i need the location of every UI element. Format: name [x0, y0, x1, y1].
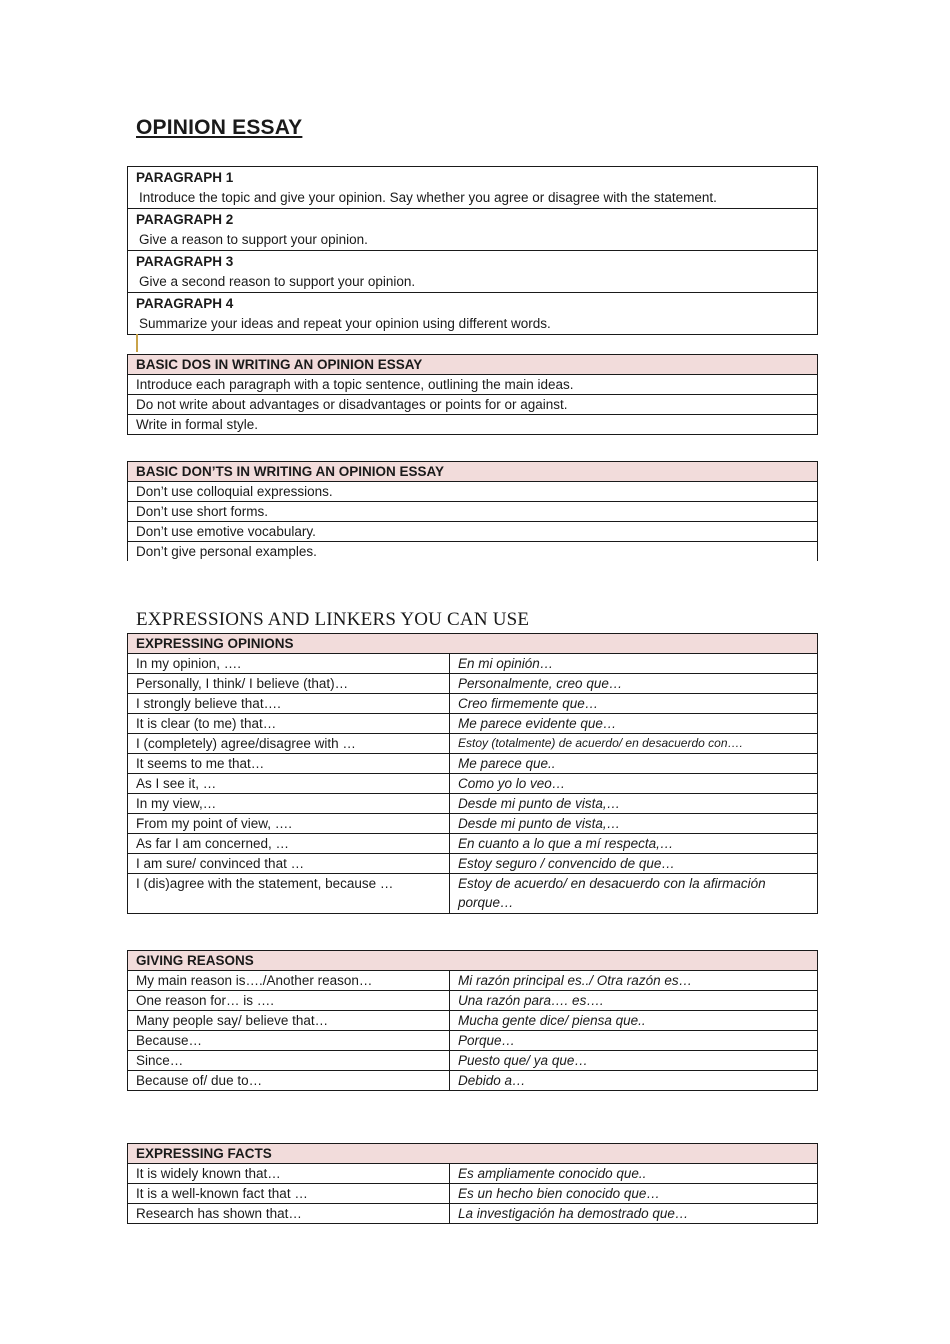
table-header-row	[128, 462, 818, 482]
english-expression: It is clear (to me) that…	[128, 714, 450, 734]
table-row	[128, 654, 818, 674]
english-expression: In my opinion, ….	[128, 654, 450, 674]
paragraph-description: Give a reason to support your opinion.	[139, 232, 368, 247]
english-expression: Because of/ due to…	[128, 1071, 450, 1091]
english-expression: From my point of view, ….	[128, 814, 450, 834]
spanish-translation: Creo firmemente que…	[450, 694, 818, 714]
english-expression: It is a well-known fact that …	[128, 1184, 450, 1204]
spanish-translation: Mi razón principal es../ Otra razón es…	[450, 971, 818, 991]
expressing-opinions-table	[127, 633, 818, 914]
spanish-translation: La investigación ha demostrado que…	[450, 1204, 818, 1224]
spanish-translation: Estoy de acuerdo/ en desacuerdo con la afirmación porque…	[450, 874, 818, 914]
spanish-translation: Es un hecho bien conocido que…	[450, 1184, 818, 1204]
text-cursor	[136, 334, 138, 352]
table-row	[128, 293, 818, 335]
section-heading: EXPRESSING FACTS	[128, 1144, 818, 1164]
spanish-translation: Me parece que..	[450, 754, 818, 774]
english-expression: I strongly believe that….	[128, 694, 450, 714]
table-row	[128, 209, 818, 251]
expressing-facts-table	[127, 1143, 818, 1224]
table-row	[128, 874, 818, 914]
table-row	[128, 482, 818, 502]
donts-heading: BASIC DON’TS IN WRITING AN OPINION ESSAY	[128, 462, 818, 482]
table-row	[128, 167, 818, 209]
table-row	[128, 694, 818, 714]
table-row	[128, 674, 818, 694]
table-row	[128, 834, 818, 854]
paragraph-heading: PARAGRAPH 1	[136, 170, 234, 185]
table-header-row	[128, 951, 818, 971]
english-expression: In my view,…	[128, 794, 450, 814]
spanish-translation: Desde mi punto de vista,…	[450, 814, 818, 834]
spanish-translation: Puesto que/ ya que…	[450, 1051, 818, 1071]
donts-item: Don’t use colloquial expressions.	[128, 482, 818, 502]
spanish-translation: Porque…	[450, 1031, 818, 1051]
english-expression: It seems to me that…	[128, 754, 450, 774]
table-row	[128, 415, 818, 435]
dos-item: Do not write about advantages or disadvantages or points for or against.	[128, 395, 818, 415]
table-row	[128, 971, 818, 991]
table-row	[128, 1204, 818, 1224]
english-expression: Many people say/ believe that…	[128, 1011, 450, 1031]
table-row	[128, 1164, 818, 1184]
spanish-translation: Personalmente, creo que…	[450, 674, 818, 694]
english-expression: My main reason is…./Another reason…	[128, 971, 450, 991]
spanish-translation: Mucha gente dice/ piensa que..	[450, 1011, 818, 1031]
english-expression: I (completely) agree/disagree with …	[128, 734, 450, 754]
dos-table	[127, 354, 818, 435]
english-expression: Personally, I think/ I believe (that)…	[128, 674, 450, 694]
english-expression: As far I am concerned, …	[128, 834, 450, 854]
english-expression: It is widely known that…	[128, 1164, 450, 1184]
table-header-row	[128, 355, 818, 375]
page-title: OPINION ESSAY	[136, 116, 303, 139]
table-row	[128, 542, 818, 562]
paragraph-description: Summarize your ideas and repeat your opinion using different words.	[139, 316, 551, 331]
table-row	[128, 1031, 818, 1051]
donts-item: Don’t give personal examples.	[128, 542, 818, 562]
english-expression: One reason for… is ….	[128, 991, 450, 1011]
english-expression: I am sure/ convinced that …	[128, 854, 450, 874]
donts-item: Don’t use emotive vocabulary.	[128, 522, 818, 542]
table-row	[128, 1184, 818, 1204]
english-expression: Because…	[128, 1031, 450, 1051]
expressions-heading: EXPRESSIONS AND LINKERS YOU CAN USE	[136, 609, 530, 630]
giving-reasons-table	[127, 950, 818, 1091]
spanish-translation: Como yo lo veo…	[450, 774, 818, 794]
paragraph-heading: PARAGRAPH 2	[136, 212, 234, 227]
donts-table	[127, 461, 818, 561]
table-header-row	[128, 1144, 818, 1164]
spanish-translation: Me parece evidente que…	[450, 714, 818, 734]
table-row	[128, 714, 818, 734]
table-row	[128, 991, 818, 1011]
table-row	[128, 375, 818, 395]
donts-item: Don’t use short forms.	[128, 502, 818, 522]
paragraph-description: Introduce the topic and give your opinion. Say whether you agree or disagree with the statement.	[139, 190, 717, 205]
table-row	[128, 854, 818, 874]
dos-item: Write in formal style.	[128, 415, 818, 435]
section-heading: GIVING REASONS	[128, 951, 818, 971]
spanish-translation: Debido a…	[450, 1071, 818, 1091]
table-row	[128, 774, 818, 794]
english-expression: Since…	[128, 1051, 450, 1071]
table-row	[128, 1011, 818, 1031]
table-row	[128, 395, 818, 415]
spanish-translation: Estoy seguro / convencido de que…	[450, 854, 818, 874]
paragraph-description: Give a second reason to support your opinion.	[139, 274, 416, 289]
spanish-translation: En mi opinión…	[450, 654, 818, 674]
spanish-translation: Es ampliamente conocido que..	[450, 1164, 818, 1184]
table-row	[128, 794, 818, 814]
table-row	[128, 734, 818, 754]
english-expression: Research has shown that…	[128, 1204, 450, 1224]
spanish-translation: Una razón para…. es….	[450, 991, 818, 1011]
table-header-row	[128, 634, 818, 654]
paragraph-heading: PARAGRAPH 4	[136, 296, 234, 311]
spanish-translation: Desde mi punto de vista,…	[450, 794, 818, 814]
paragraph-structure-table	[127, 166, 818, 335]
table-row	[128, 814, 818, 834]
table-row	[128, 251, 818, 293]
table-row	[128, 754, 818, 774]
section-heading: EXPRESSING OPINIONS	[128, 634, 818, 654]
table-row	[128, 522, 818, 542]
dos-heading: BASIC DOS IN WRITING AN OPINION ESSAY	[128, 355, 818, 375]
spanish-translation: En cuanto a lo que a mí respecta,…	[450, 834, 818, 854]
spanish-translation: Estoy (totalmente) de acuerdo/ en desacuerdo con….	[450, 734, 818, 754]
english-expression: As I see it, …	[128, 774, 450, 794]
table-row	[128, 1071, 818, 1091]
dos-item: Introduce each paragraph with a topic sentence, outlining the main ideas.	[128, 375, 818, 395]
english-expression: I (dis)agree with the statement, because …	[128, 874, 450, 914]
paragraph-heading: PARAGRAPH 3	[136, 254, 234, 269]
table-row	[128, 502, 818, 522]
table-row	[128, 1051, 818, 1071]
